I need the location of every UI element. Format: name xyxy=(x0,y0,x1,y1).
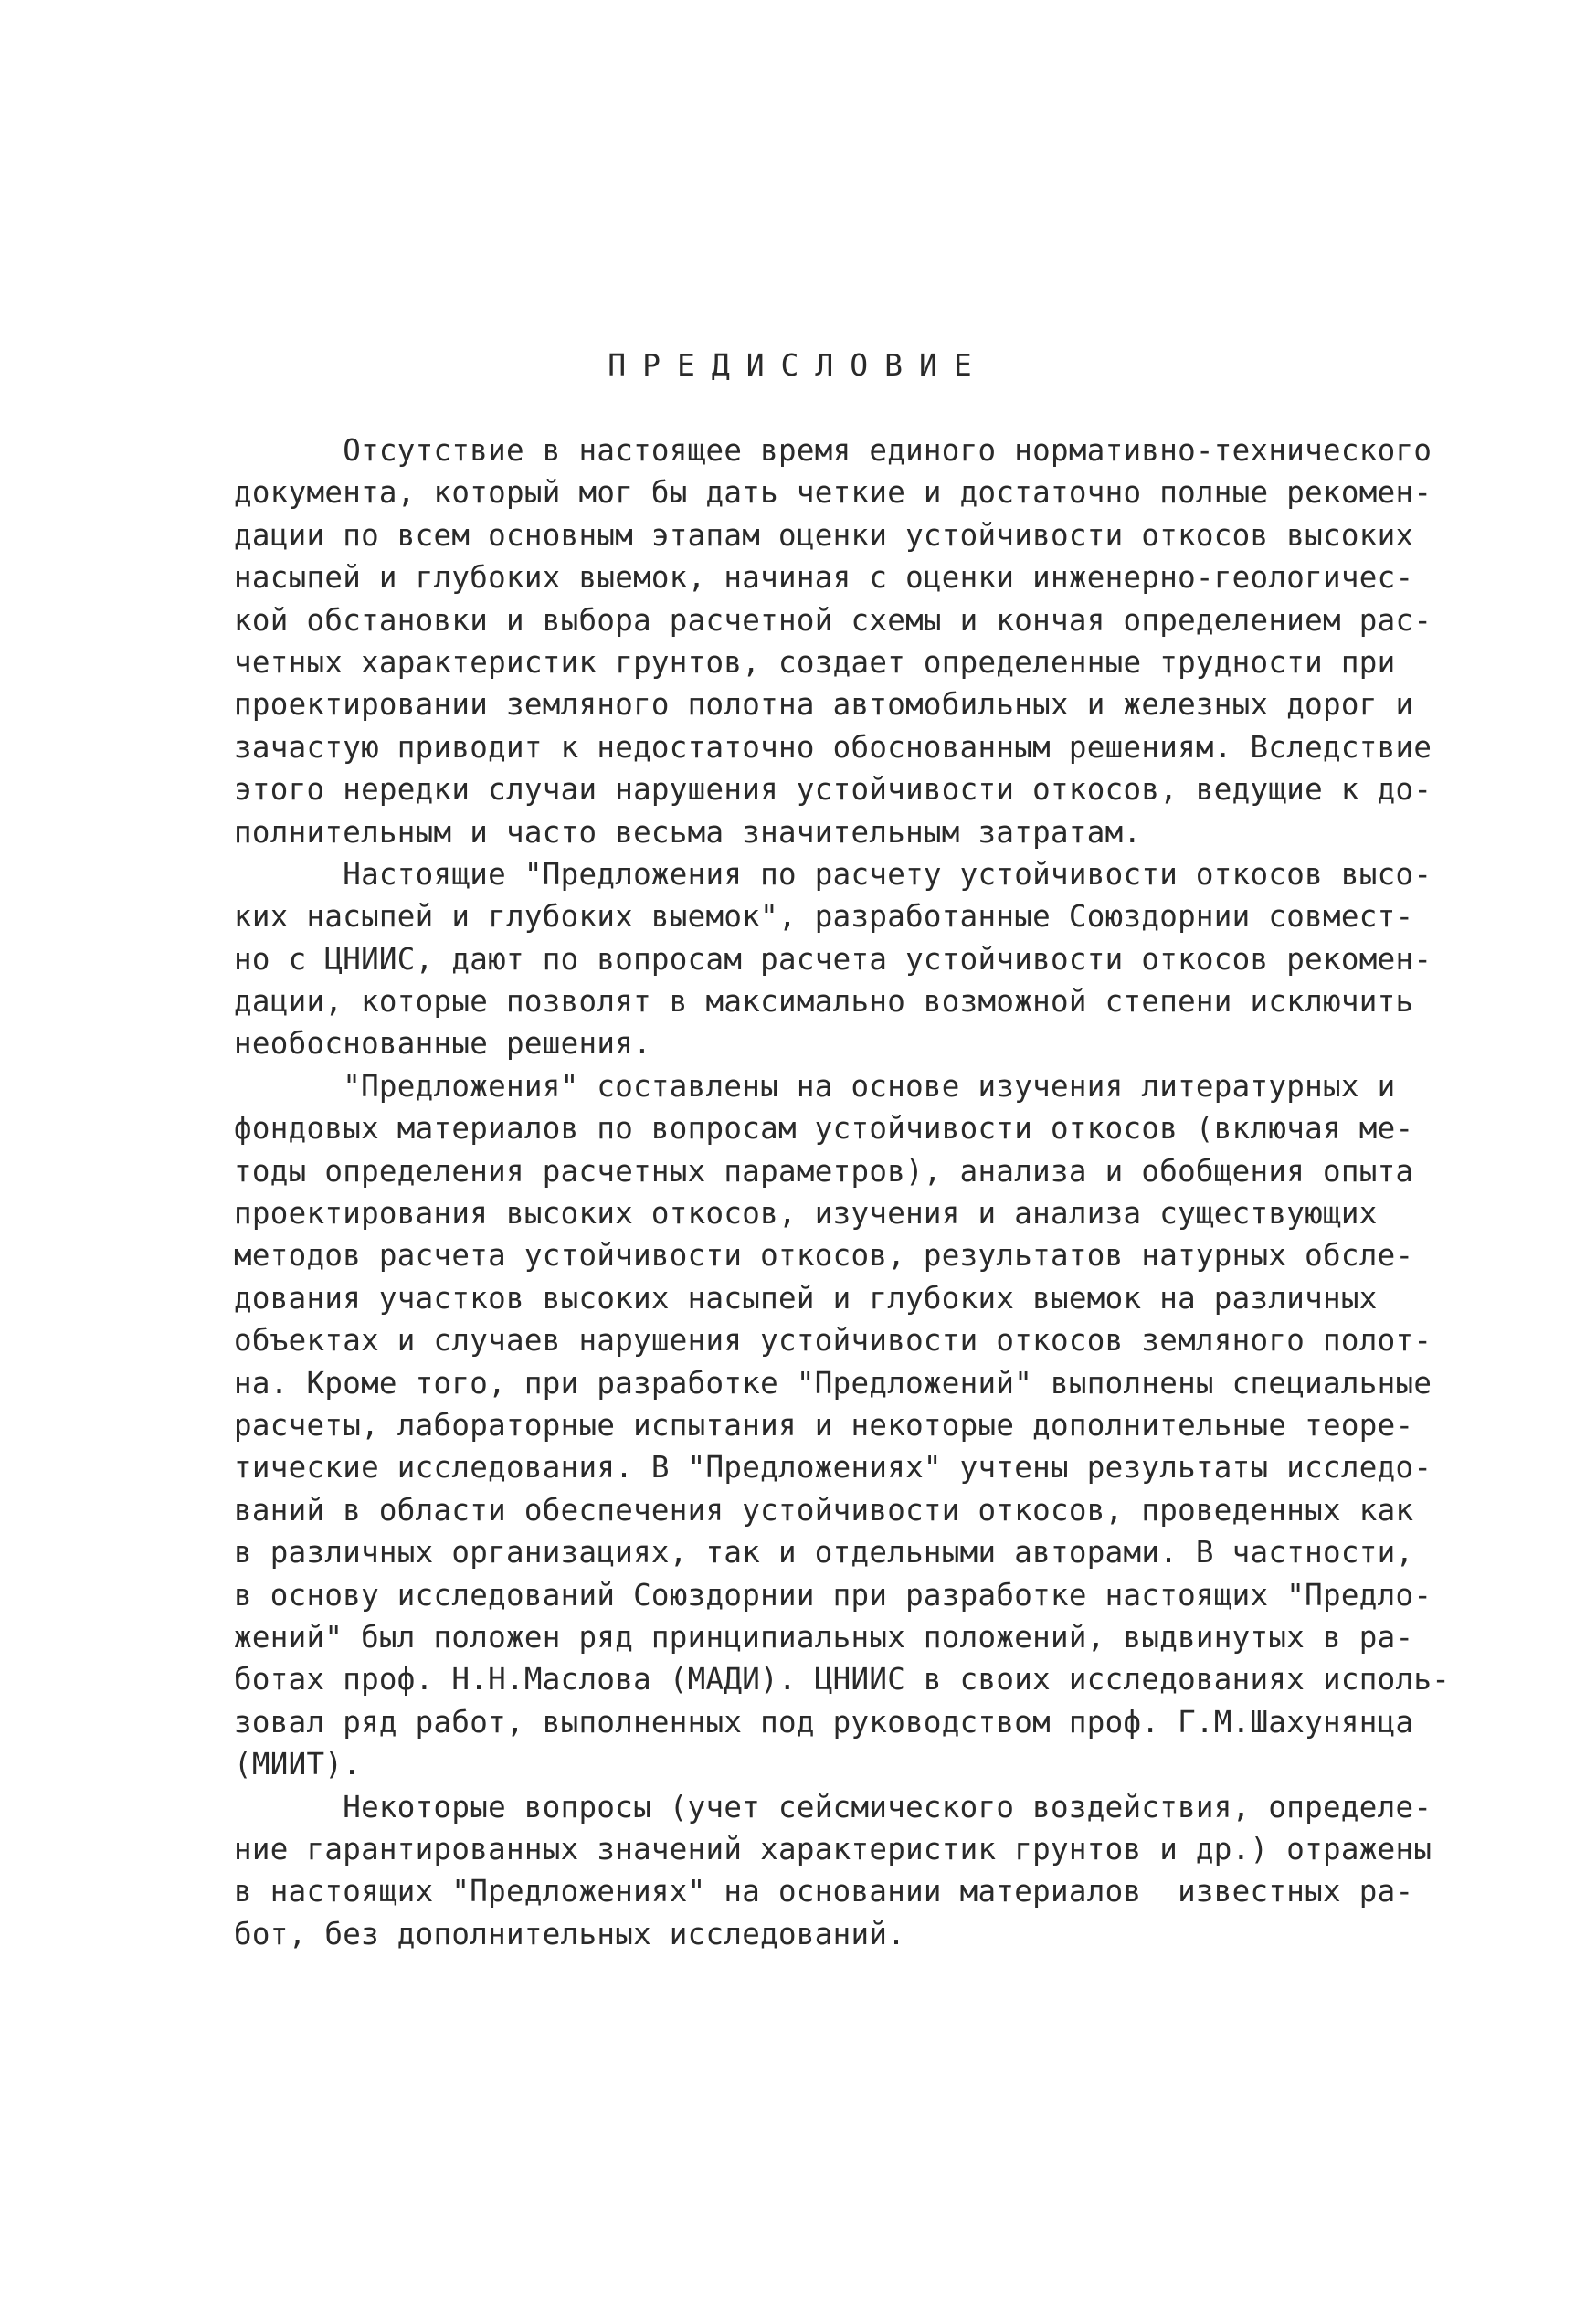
text-line: дации, которые позволят в максимально возможной степени исключить xyxy=(234,984,1414,1020)
text-line: ние гарантированных значений характеристик грунтов и др.) отражены xyxy=(234,1831,1432,1867)
text-line: (МИИТ). xyxy=(234,1747,362,1782)
text-line: в различных организациях, так и отдельными авторами. В частности, xyxy=(234,1535,1414,1571)
text-line: дования участков высоких насыпей и глубоких выемок на различных xyxy=(234,1280,1378,1316)
text-line: Некоторые вопросы (учет сейсмического воздействия, определе- xyxy=(234,1789,1432,1825)
text-line: полнительным и часто весьма значительным затратам. xyxy=(234,814,1142,850)
text-line: ваний в области обеспечения устойчивости откосов, проведенных как xyxy=(234,1492,1414,1528)
text-line: документа, который мог бы дать четкие и достаточно полные рекомен- xyxy=(234,475,1432,511)
text-line: Отсутствие в настоящее время единого нормативно-технического xyxy=(234,433,1432,468)
text-line: проектировании земляного полотна автомобильных и железных дорог и xyxy=(234,687,1414,723)
text-line: зовал ряд работ, выполненных под руководством проф. Г.М.Шахунянца xyxy=(234,1704,1414,1740)
text-line: объектах и случаев нарушения устойчивости откосов земляного полот- xyxy=(234,1323,1432,1359)
text-line: тические исследования. В "Предложениях" учтены результаты исследо- xyxy=(234,1450,1432,1486)
text-line: Настоящие "Предложения по расчету устойчивости откосов высо- xyxy=(234,856,1432,892)
text-line: проектирования высоких откосов, изучения и анализа существующих xyxy=(234,1196,1378,1232)
text-line: ких насыпей и глубоких выемок", разработанные Союздорнии совмест- xyxy=(234,899,1414,935)
text-line: бот, без дополнительных исследований. xyxy=(234,1916,906,1952)
text-line: ботах проф. Н.Н.Маслова (МАДИ). ЦНИИС в своих исследованиях исполь- xyxy=(234,1662,1451,1698)
text-line: на. Кроме того, при разработке "Предложений" выполнены специальные xyxy=(234,1365,1432,1401)
text-line: необоснованные решения. xyxy=(234,1026,651,1062)
text-line: зачастую приводит к недостаточно обоснованным решениям. Вследствие xyxy=(234,729,1432,765)
preface-body xyxy=(234,429,1451,1955)
text-line: насыпей и глубоких выемок, начиная с оценки инженерно-геологичес- xyxy=(234,560,1414,596)
text-line: кой обстановки и выбора расчетной схемы и кончая определением рас- xyxy=(234,602,1432,638)
text-line: но с ЦНИИС, дают по вопросам расчета устойчивости откосов рекомен- xyxy=(234,941,1432,977)
text-line: этого нередки случаи нарушения устойчивости откосов, ведущие к до- xyxy=(234,772,1432,808)
text-line: жений" был положен ряд принципиальных положений, выдвинутых в ра- xyxy=(234,1619,1414,1655)
text-line: фондовых материалов по вопросам устойчивости откосов (включая ме- xyxy=(234,1111,1414,1147)
text-line: в основу исследований Союздорнии при разработке настоящих "Предло- xyxy=(234,1577,1432,1613)
page-title: ПРЕДИСЛОВИЕ xyxy=(608,347,988,383)
text-line: в настоящих "Предложениях" на основании материалов известных ра- xyxy=(234,1874,1414,1909)
text-line: четных характеристик грунтов, создает определенные трудности при xyxy=(234,644,1396,680)
text-line: дации по всем основным этапам оценки устойчивости откосов высоких xyxy=(234,517,1414,553)
text-line: методов расчета устойчивости откосов, результатов натурных обсле- xyxy=(234,1238,1414,1274)
text-line: "Предложения" составлены на основе изучения литературных и xyxy=(234,1068,1396,1104)
text-line: тоды определения расчетных параметров), анализа и обобщения опыта xyxy=(234,1153,1414,1189)
text-line: расчеты, лабораторные испытания и некоторые дополнительные теоре- xyxy=(234,1407,1414,1443)
